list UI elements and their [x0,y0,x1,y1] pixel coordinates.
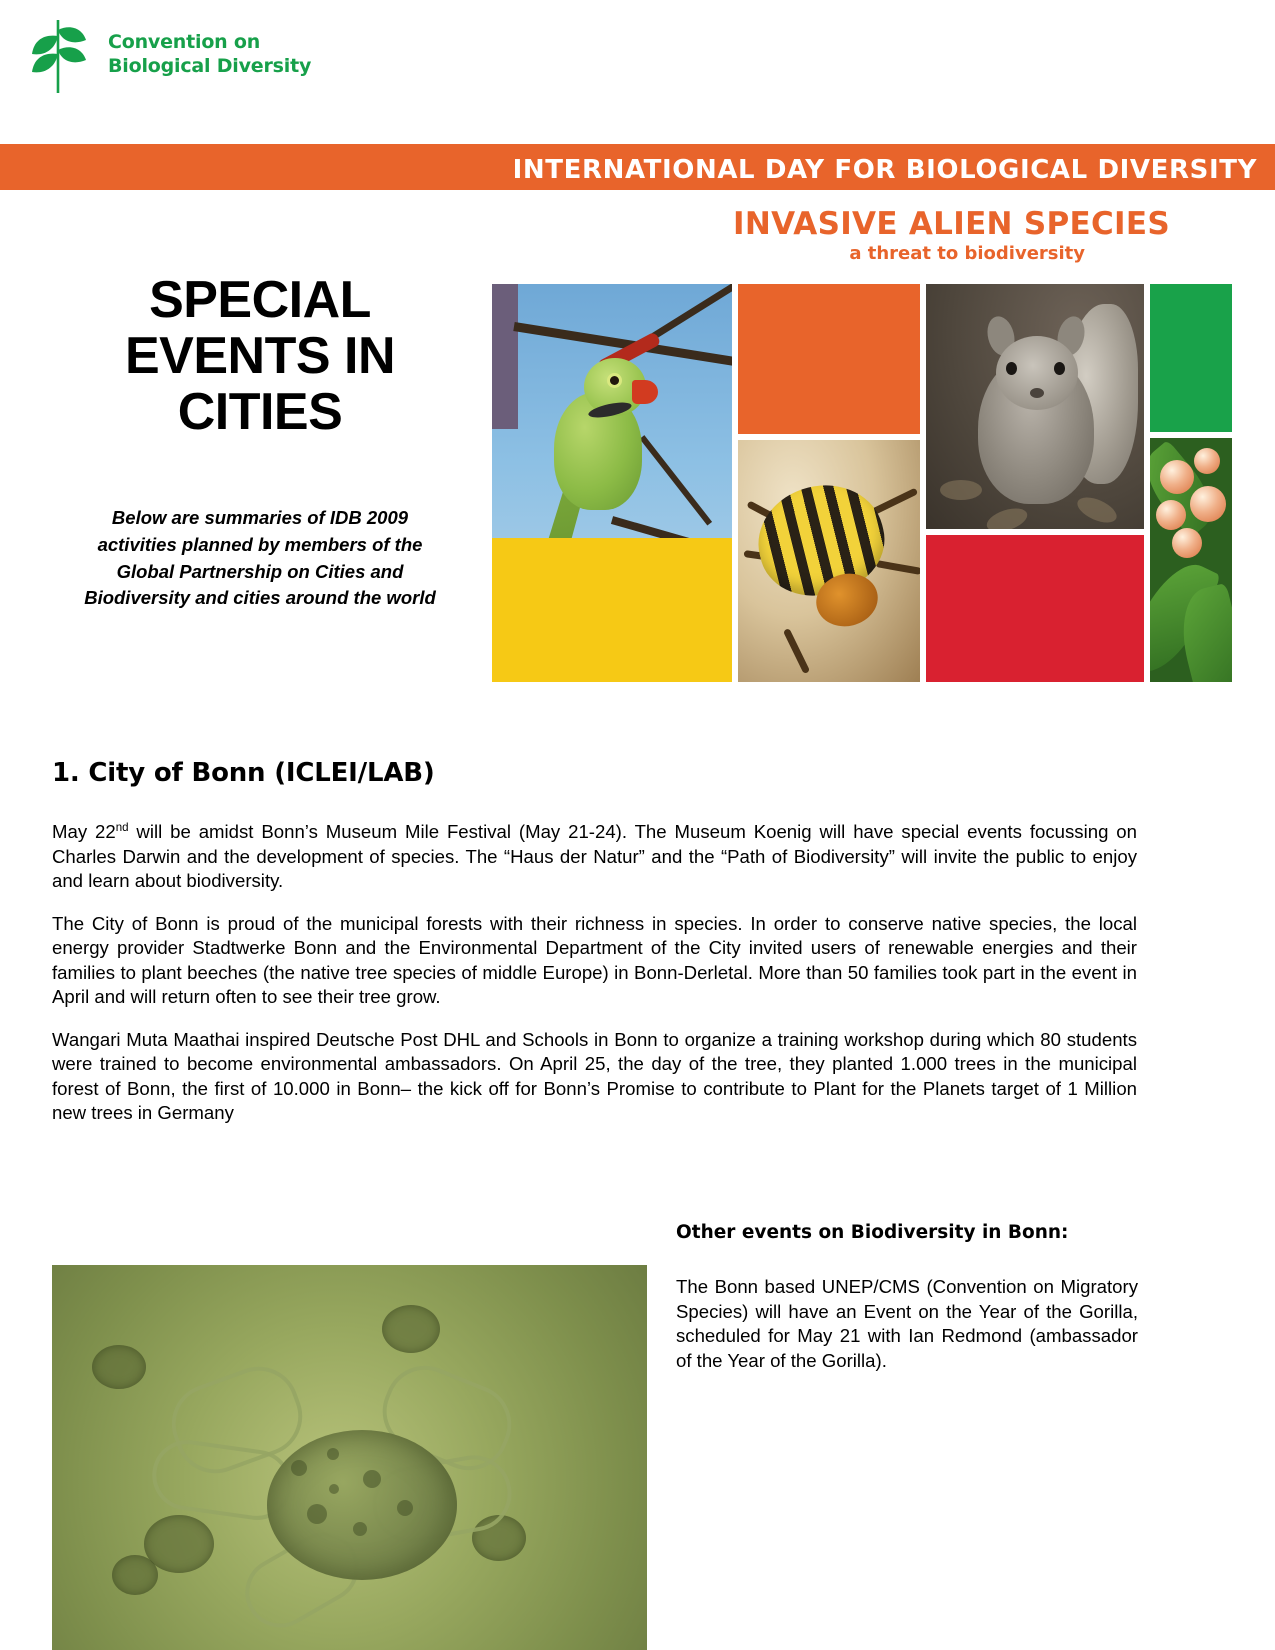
main-body [52,820,1137,1144]
paragraph-1-prefix: May 22 [52,821,116,842]
red-color-block [926,535,1144,682]
paragraph-1-rest: will be amidst Bonn’s Museum Mile Festival (May 21-24). The Museum Koenig will have special events focussing on Charles Darwin and the development of species. The “Haus der Natur” and the “Path of Biodiversity” will invite the public to enjoy and learn about biodiversity. [52,821,1137,892]
page-title: SPECIAL EVENTS IN CITIES [125,271,395,442]
cbd-logo-block [22,14,311,96]
org-name-line-1: Convention on [108,31,261,54]
org-name-line-2: Biological Diversity [108,55,312,77]
grey-squirrel-photo [926,284,1144,529]
cbd-leaf-logo-icon [22,14,94,96]
paragraph-2: The City of Bonn is proud of the municipal forests with their richness in species. In order to conserve native species, the local energy provider Stadtwerke Bonn and the Environmental Department of the City invited users of renewable energies and their families to plant beeches (the native tree species of middle Europe) in Bonn-Derletal. More than 50 families took part in the event in April and will return often to see their tree grow. [52,912,1137,1008]
hero-caption: Below are summaries of IDB 2009 activities planned by members of the Global Partnership on Cities and Biodiversity and cities around the world [84,507,436,609]
paragraph-3: Wangari Muta Maathai inspired Deutsche Post DHL and Schools in Bonn to organize a training workshop during which 80 students were trained to become environmental ambassadors. On April 25, the day of the tree, they planted 1.000 trees in the municipal forest of Bonn, the first of 10.000 in Bonn– the kick off for Bonn’s Promise to contribute to Plant for the Planets target of 1 Million new trees in Germany [52,1028,1137,1124]
berries-photo [1150,438,1232,682]
theme-subtitle: a threat to biodiversity [849,243,1085,264]
section-heading: 1. City of Bonn (ICLEI/LAB) [52,758,435,788]
green-color-block [1150,284,1232,432]
theme-title: INVASIVE ALIEN SPECIES [733,206,1170,242]
side-heading: Other events on Biodiversity in Bonn: [676,1222,1069,1243]
orange-color-block [738,284,920,434]
ordinal-suffix: nd [115,821,129,834]
banner-title: INTERNATIONAL DAY FOR BIOLOGICAL DIVERSITY [512,155,1257,185]
side-paragraph: The Bonn based UNEP/CMS (Convention on Migratory Species) will have an Event on the Year of the Gorilla, scheduled for May 21 with Ian Redmond (ambassador of the Year of the Gorilla). [676,1276,1138,1372]
colorado-potato-beetle-photo [738,440,920,682]
microscope-mite-photo [52,1265,647,1650]
photo-mosaic [492,284,1232,682]
paragraph-1 [52,820,1137,894]
yellow-color-block [492,538,732,682]
organization-name [108,31,311,79]
